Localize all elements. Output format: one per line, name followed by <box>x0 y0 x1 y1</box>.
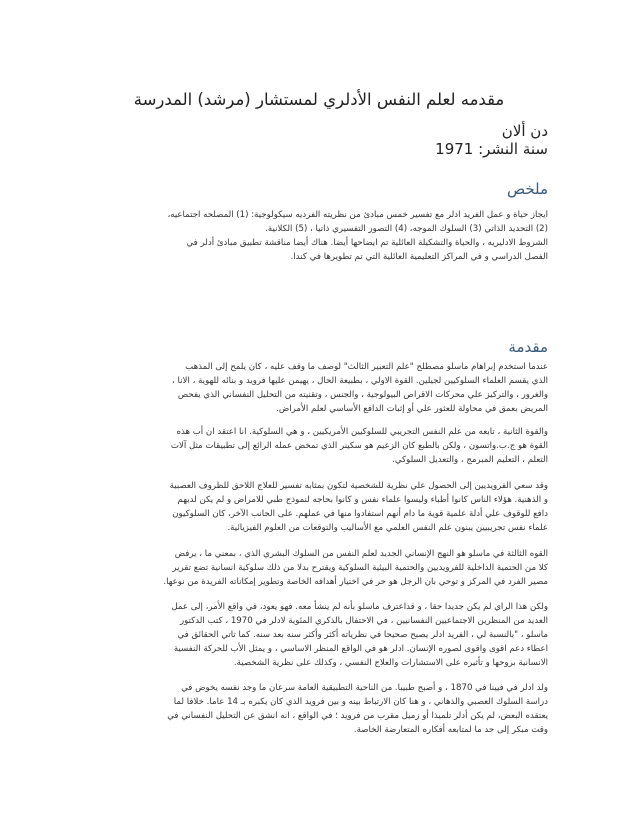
text-line: الذي يقسم العلماء السلوكيين لجيلين. القوة الاولي ، بطبيعة الحال ، يهيمن عليها فرويد و بنائه للهوية ، الانا ، <box>172 376 548 387</box>
text-line: و الذهنية. هؤلاء الناس كانوا أطباء وليسوا علماء نفس و كانوا بحاجه لنموذج طبي للامراض و لم يكن لديهم <box>177 495 548 506</box>
text-line: القوه الثالثة في ماسلو هو النهج الإنساني الجديد لعلم النفس من السلوك البشري الذي ، بمعني ما ، يرفض <box>174 549 548 559</box>
text-line: ايجاز حياة و عمل الفريد ادلر مع تفسير خمس مبادئ من نظريته الفرديه سيكولوجية: (1) المصلحه اجتماعيه، <box>167 210 548 220</box>
text-line: العديد من المنظرين الاجتماعيين النفسانيين ، في الاحتفال بالذكري المئوية لادلر في 1970 ، كتب الدكتور <box>179 616 548 627</box>
text-line: والقوة الثانية ، تابعه من علم النفس التجريبي للسلوكيين الأمريكيين ، و هي السلوكية. انا اعتقد ان أب هذه <box>176 427 548 437</box>
text-line: التعلم ، التعليم المبرمج ، والتعديل السلوكي. <box>392 455 548 466</box>
text-line: دراسة السلوك العصبي والذهاني ، و هنا كان الارتباط بينه و بين فرويد الذي كان يكبره بـ 14 عاما. خلافا لما <box>173 697 548 708</box>
text-line: مصير الفرد في المركز و توحي بان الرجل هو حر في اختيار أهدافه الخاصة وتطوير إمكاناته الفريدة من نوعها. <box>163 577 548 588</box>
text-line: يعتقده البعض، لم يكن أدلر تلميذا أو زميل مقرب من فرويد ؛ في الواقع ، انه انشق عن التحليل النفساني في <box>167 711 548 722</box>
text-line: دافع للوقوف علي أدلة علمية قوية ما دام أنهم استفادوا منها في عملهم. على الجانب الآخر، كان السلوكيون <box>172 509 548 520</box>
intro-paragraph-1 <box>50 360 548 416</box>
intro-paragraph-4 <box>50 547 548 589</box>
text-line: الانسانية بروحها و تأثيره على الاستشارات والعلاج النفسي ، وكذلك على نظرية الشخصية. <box>233 658 548 669</box>
text-line: ولد ادلر في فيينا في 1870 ، و أصبح طبيبا. من الناحية التطبيقية العامة سرعان ما وجد نفسه يخوض في <box>181 683 548 693</box>
text-line: ماسلو ، "بالنسبة لي ، الفريد ادلر يصبح صحيحا في نظرياته أكثر وأكثر سنه بعد سنه. كما تاتي الحقائق في <box>177 630 548 641</box>
text-line: وقت مبكر إلى حد ما لمتابعه أفكاره المتعارضة الخاصة. <box>353 725 548 736</box>
intro-heading: مقدمة <box>508 338 548 356</box>
intro-paragraph-6 <box>50 681 548 737</box>
abstract-paragraph <box>50 208 548 264</box>
text-line: اعطاء دعم اقوى واقوى لصوره الإنسان. ادلر هو في الواقع المنظر الاساسي ، و يمثل الأب للحركة النفسية <box>173 644 548 655</box>
text-line: الشروط الادليريه ، والحياة والتشكيلة العائلية تم ايضاحها أيضا. هناك أيضا مناقشة تطبيق مبادئ أدلر في <box>186 238 548 249</box>
text-line: وقد سعي الفرويديين إلى الحصول علي نظرية للشخصية لتكون بمثابه تفسير للعلاج اللاحق للظروف العصبية <box>169 481 548 491</box>
abstract-heading: ملخص <box>506 180 548 198</box>
text-line: عندما استخدم إبراهام ماسلو مصطلح "علم التعبير الثالث" لوصف ما وقف عليه ، كان يلمح إلى المذهب <box>185 362 548 372</box>
text-line: (2) التحديد الذاتي (3) السلوك الموجه، (4) التصور التفسيري ذاتيا ، (5) الكلانية. <box>265 224 548 235</box>
text-line: ولكن هذا الراي لم يكن جديدا حقا ، و قداعترف ماسلو بأنه لم ينشأ معه. فهو يعود، في واقع الأمر، إلى عمل <box>171 602 548 612</box>
intro-paragraph-2 <box>50 425 548 467</box>
text-line: المريض بعمق في محاولة للعثور علي أو إثبات الدافع الأساسي لعلم الأمراض. <box>276 404 548 415</box>
text-line: القوة هو ج.ب.واتسون ، ولكن بالطبع كان الزعيم هو سكينر الذي تمخض عمله الرائع إلى تطبيقات مثل آلات <box>170 441 548 452</box>
text-line: كلا من الحتمية الداخلية للفرويديين والحتمية البيئية السلوكية ويقترح بدلا من ذلك سلوكية انسانية تضع تقرير <box>172 563 548 574</box>
document-title: مقدمه لعلم النفس الأدلري لمستشار (مرشد) المدرسة <box>133 90 505 109</box>
text-line: والغرور ، والتركيز علي محركات الاقراص البيولوجية ، والجنس ، وتقنيته من التحليل النفساني الذي يفحص <box>177 390 548 401</box>
text-line: علماء نفس تجريبيين يبنون علم النفس العلمي مع الأساليب والتوقعات من العلوم الفيزيائية. <box>227 523 548 534</box>
text-line: الفصل الدراسي و في المراكز التعليمية العائلية التي تم تطويرها في كندا. <box>290 252 548 263</box>
intro-paragraph-5 <box>50 600 548 670</box>
intro-paragraph-3 <box>50 479 548 535</box>
author-name: دن ألان <box>501 122 548 140</box>
publication-year: سنة النشر: 1971 <box>435 140 548 158</box>
